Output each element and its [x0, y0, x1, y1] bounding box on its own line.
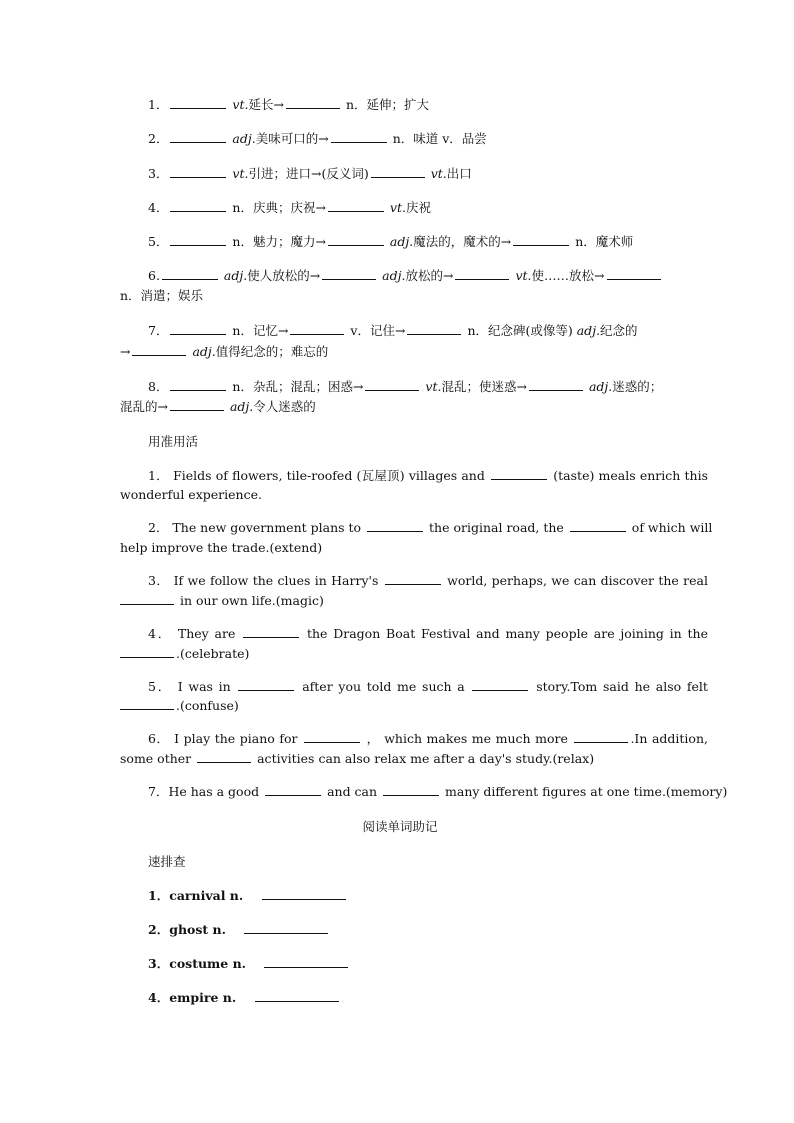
answer-blank[interactable] [120, 696, 174, 710]
sentence-1a: 1． Fields of flowers, tile-roofed (瓦屋顶) villages and (taste) meals enrich this [148, 468, 709, 483]
answer-blank[interactable] [367, 518, 423, 532]
vocab-line-8b: 混乱的→ adj.令人迷惑的 [120, 399, 316, 414]
vocab-line-6a: 6. adj.使人放松的→ adj.放松的→ vt.使……放松→ [120, 266, 708, 286]
answer-blank[interactable] [170, 198, 226, 212]
section-heading-quick: 速排查 [148, 854, 186, 869]
answer-blank[interactable] [264, 954, 348, 968]
answer-blank[interactable] [365, 377, 419, 391]
answer-blank[interactable] [170, 232, 226, 246]
answer-blank[interactable] [170, 129, 226, 143]
vocab-line-5: 5． n．魅力；魔力→ adj.魔法的，魔术的→ n．魔术师 [148, 234, 634, 249]
section-heading-reading: 阅读单词助记 [362, 819, 438, 834]
vocab-item-4: 4．empire n. [120, 988, 708, 1008]
vocab-item-1: 1．carnival n. [120, 886, 708, 906]
sentence-1b: wonderful experience. [120, 487, 262, 502]
answer-blank[interactable] [170, 321, 226, 335]
answer-blank[interactable] [170, 377, 226, 391]
answer-blank[interactable] [574, 729, 628, 743]
answer-blank[interactable] [197, 749, 251, 763]
answer-blank[interactable] [383, 782, 439, 796]
vocab-item-3: 3．costume n. [120, 954, 708, 974]
sentence-7: 7．He has a good and can many different figures at one time.(memory) [148, 784, 728, 799]
sentence-4b: .(celebrate) [120, 644, 680, 664]
answer-blank[interactable] [265, 782, 321, 796]
answer-blank[interactable] [262, 886, 346, 900]
vocab-line-3: 3． vt.引进；进口→(反义词) vt.出口 [148, 166, 472, 181]
answer-blank[interactable] [570, 518, 626, 532]
answer-blank[interactable] [371, 164, 425, 178]
sentence-5a: 5． I was in after you told me such a story.Tom said he also felt [148, 679, 708, 694]
answer-blank[interactable] [170, 95, 226, 109]
answer-blank[interactable] [290, 321, 344, 335]
sentence-3a: 3． If we follow the clues in Harry's world, perhaps, we can discover the real [148, 573, 708, 588]
item-number: 6. [148, 268, 160, 283]
answer-blank[interactable] [407, 321, 461, 335]
vocab-line-4: 4． n．庆典；庆祝→ vt.庆祝 [148, 200, 432, 215]
answer-blank[interactable] [607, 266, 661, 280]
sentence-6b: some other activities can also relax me after a day's study.(relax) [120, 751, 595, 766]
answer-blank[interactable] [491, 466, 547, 480]
vocab-line-6b: n．消遣；娱乐 [120, 288, 204, 303]
answer-blank[interactable] [170, 397, 224, 411]
vocab-line-8a: 8． n．杂乱；混乱；困惑→ vt.混乱；使迷惑→ adj.迷惑的； [148, 379, 663, 394]
answer-blank[interactable] [286, 95, 340, 109]
sentence-2a: 2． The new government plans to the original road, the of which will [148, 520, 713, 535]
vocab-line-1: 1． vt.延长→ n．延伸；扩大 [148, 97, 430, 112]
answer-blank[interactable] [238, 677, 294, 691]
item-number: 7． [148, 323, 169, 338]
sentence-5b: .(confuse) [120, 696, 680, 716]
answer-blank[interactable] [162, 266, 218, 280]
answer-blank[interactable] [529, 377, 583, 391]
answer-blank[interactable] [472, 677, 528, 691]
answer-blank[interactable] [328, 198, 384, 212]
answer-blank[interactable] [120, 644, 174, 658]
answer-blank[interactable] [328, 232, 384, 246]
answer-blank[interactable] [304, 729, 360, 743]
vocab-item-2: 2．ghost n. [120, 920, 708, 940]
item-number: 8． [148, 379, 169, 394]
item-number: 3． [148, 166, 169, 181]
sentence-6a: 6． I play the piano for ， which makes me much more .In addition, [148, 731, 708, 746]
section-heading-use: 用准用活 [148, 434, 199, 449]
answer-blank[interactable] [455, 266, 509, 280]
sentence-3b: in our own life.(magic) [120, 591, 680, 611]
answer-blank[interactable] [255, 988, 339, 1002]
vocab-line-2: 2． adj.美味可口的→ n．味道 v．品尝 [148, 131, 487, 146]
item-number: 5． [148, 234, 169, 249]
vocab-line-7b: → adj.值得纪念的；难忘的 [120, 344, 329, 359]
answer-blank[interactable] [513, 232, 569, 246]
answer-blank[interactable] [120, 591, 174, 605]
answer-blank[interactable] [331, 129, 387, 143]
sentence-2b: help improve the trade.(extend) [120, 540, 323, 555]
vocab-line-7a: 7． n．记忆→ v．记住→ n．纪念碑(或像等) adj.纪念的 [148, 323, 638, 338]
answer-blank[interactable] [385, 571, 441, 585]
item-number: 4． [148, 200, 169, 215]
answer-blank[interactable] [322, 266, 376, 280]
answer-blank[interactable] [243, 624, 299, 638]
answer-blank[interactable] [170, 164, 226, 178]
answer-blank[interactable] [132, 342, 186, 356]
item-number: 2． [148, 131, 169, 146]
item-number: 1． [148, 97, 169, 112]
answer-blank[interactable] [244, 920, 328, 934]
sentence-4a: 4． They are the Dragon Boat Festival and many people are joining in the [148, 626, 708, 641]
